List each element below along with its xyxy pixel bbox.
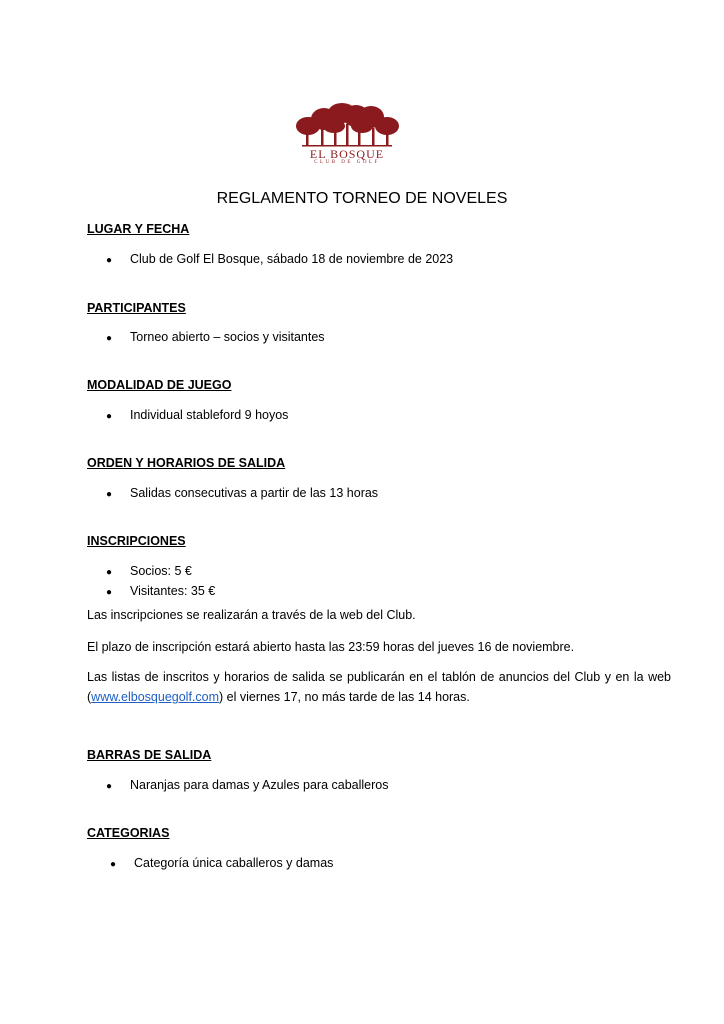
bullet-icon: ● — [110, 859, 117, 870]
trees-logo-icon — [294, 102, 400, 148]
bullet-icon: ● — [106, 489, 113, 500]
list-item — [110, 855, 333, 873]
paragraph-listas-text: Las listas de inscritos y horarios de salida se publicarán en el tablón de anuncios del Club y en la web ( — [87, 670, 671, 704]
list-item — [106, 777, 388, 795]
heading-modalidad: MODALIDAD DE JUEGO — [87, 378, 232, 392]
club-website-link[interactable]: www.elbosquegolf.com — [91, 690, 220, 704]
heading-inscripciones: INSCRIPCIONES — [87, 534, 186, 548]
document-title: REGLAMENTO TORNEO DE NOVELES — [216, 190, 508, 207]
paragraph-web-inscripciones: Las inscripciones se realizarán a través de la web del Club. — [87, 608, 416, 622]
list-item — [106, 251, 453, 269]
bullet-icon: ● — [106, 333, 113, 344]
heading-lugar-fecha: LUGAR Y FECHA — [87, 222, 190, 236]
bullet-icon: ● — [106, 781, 113, 792]
list-item-text: Visitantes: 35 € — [130, 584, 216, 598]
paragraph-plazo: El plazo de inscripción estará abierto hasta las 23:59 horas del jueves 16 de noviembre. — [87, 640, 575, 654]
list-item-text: Torneo abierto – socios y visitantes — [130, 330, 325, 344]
list-item — [106, 583, 215, 601]
list-item — [106, 563, 192, 581]
heading-participantes: PARTICIPANTES — [87, 301, 186, 315]
logo-subtitle: CLUB DE GOLF — [314, 160, 380, 165]
paragraph-listas-text-end: ) el viernes 17, no más tarde de las 14 horas. — [219, 690, 470, 704]
list-item-text: Salidas consecutivas a partir de las 13 horas — [130, 486, 379, 500]
list-item — [106, 485, 378, 503]
heading-orden-horarios: ORDEN Y HORARIOS DE SALIDA — [87, 456, 286, 470]
bullet-icon: ● — [106, 255, 113, 266]
list-item-text: Individual stableford 9 hoyos — [130, 408, 289, 422]
bullet-icon: ● — [106, 567, 113, 578]
bullet-icon: ● — [106, 587, 113, 598]
list-item — [106, 407, 288, 425]
paragraph-listas — [87, 667, 671, 707]
club-logo — [294, 102, 400, 172]
heading-barras: BARRAS DE SALIDA — [87, 748, 212, 762]
heading-categorias: CATEGORIAS — [87, 826, 170, 840]
list-item-text: Naranjas para damas y Azules para caballeros — [130, 778, 389, 792]
bullet-icon: ● — [106, 411, 113, 422]
list-item — [106, 329, 325, 347]
logo-name: EL BOSQUE — [309, 147, 385, 161]
list-item-text: Club de Golf El Bosque, sábado 18 de noviembre de 2023 — [130, 252, 454, 266]
list-item-text: Socios: 5 € — [130, 564, 192, 578]
list-item-text: Categoría única caballeros y damas — [134, 856, 334, 870]
